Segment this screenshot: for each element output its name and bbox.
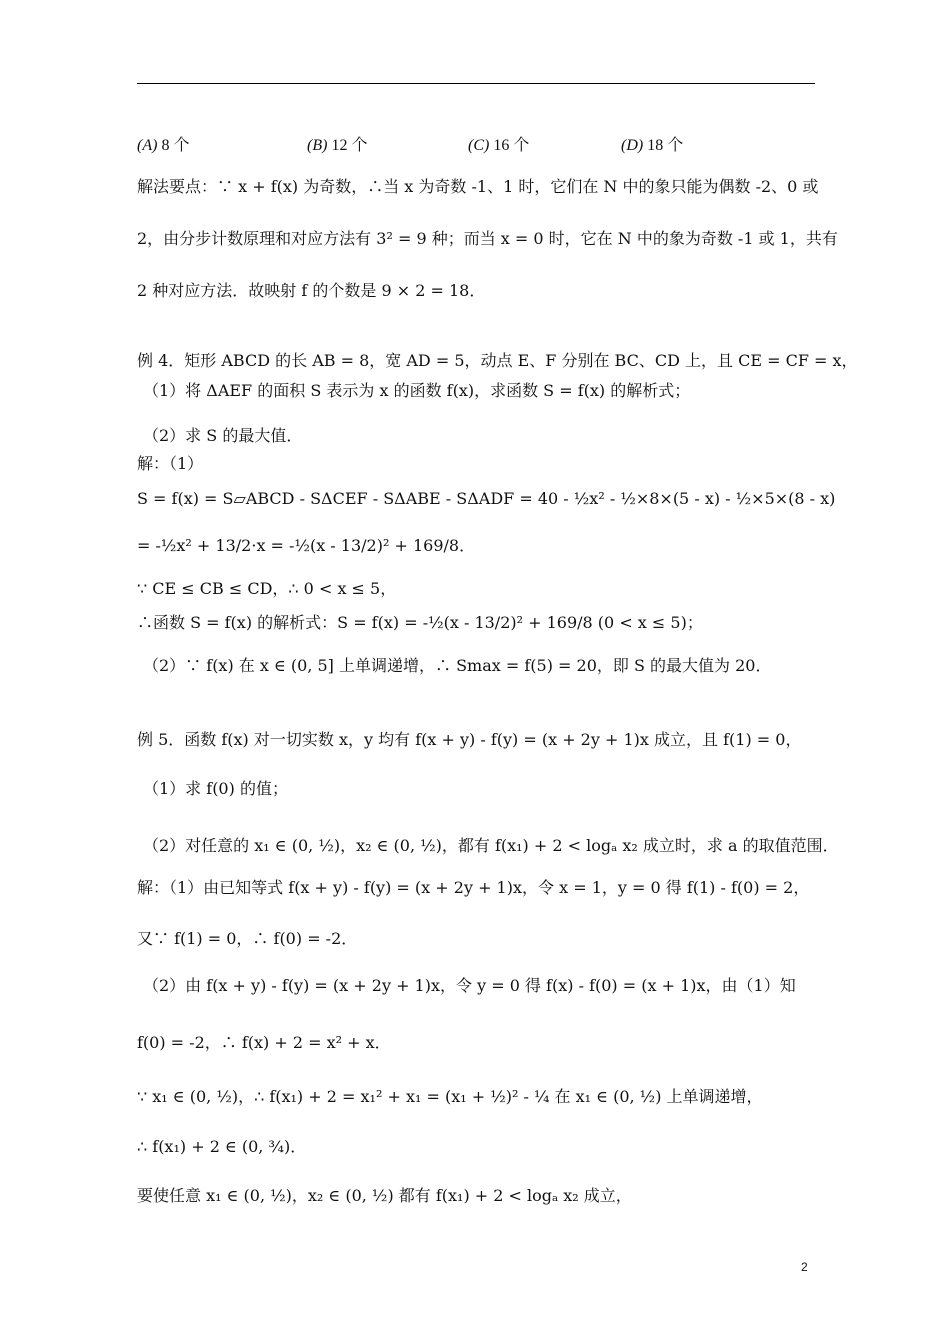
text-line: （2）求 S 的最大值． (143, 426, 303, 445)
text-line: （2）∵ f(x) 在 x ∈ (0, 5] 上单调递增，∴ Smax = f(5) = 20，即 S 的最大值为 20． (143, 656, 772, 675)
option-a: (A) 8 个 (137, 137, 190, 154)
text-line: f(0) = -2，∴ f(x) + 2 = x² + x． (137, 1033, 391, 1052)
text-line: ∵ CE ≤ CB ≤ CD，∴ 0 < x ≤ 5， (137, 579, 397, 598)
header-rule (137, 83, 815, 84)
text-line: 解：（1）由已知等式 f(x + y) - f(y) = (x + 2y + 1)x，令 x = 1，y = 0 得 f(1) - f(0) = 2， (137, 878, 810, 897)
text-line: ∴函数 S = f(x) 的解析式：S = f(x) = -½(x - 13/2)² + 169/8 (0 < x ≤ 5)； (137, 613, 703, 632)
text-line: 2 种对应方法．故映射 f 的个数是 9 × 2 = 18． (137, 281, 486, 300)
option-c: (C) 16 个 (468, 137, 530, 154)
text-line: S = f(x) = S▱ABCD - SΔCEF - SΔABE - SΔADF = 40 - ½x² - ½×8×(5 - x) - ½×5×(8 - x) (137, 489, 836, 508)
text-line: 要使任意 x₁ ∈ (0, ½)，x₂ ∈ (0, ½) 都有 f(x₁) + 2 < logₐ x₂ 成立， (137, 1186, 632, 1205)
text-line: 2，由分步计数原理和对应方法有 3² = 9 种；而当 x = 0 时，它在 N 中的象为奇数 -1 或 1，共有 (137, 229, 838, 248)
text-line: 解法要点：∵ x + f(x) 为奇数，∴当 x 为奇数 -1、1 时，它们在 N 中的象只能为偶数 -2、0 或 (137, 177, 819, 196)
page-number: 2 (801, 1260, 808, 1274)
text-line: ∵ x₁ ∈ (0, ½)，∴ f(x₁) + 2 = x₁² + x₁ = (x₁ + ½)² - ¼ 在 x₁ ∈ (0, ½) 上单调递增， (137, 1087, 763, 1106)
text-line: （1）将 ΔAEF 的面积 S 表示为 x 的函数 f(x)，求函数 S = f(x) 的解析式； (143, 381, 691, 400)
text-line: ∴ f(x₁) + 2 ∈ (0, ¾)． (137, 1137, 307, 1156)
option-d: (D) 18 个 (621, 137, 684, 154)
text-line: （2）由 f(x + y) - f(y) = (x + 2y + 1)x，令 y = 0 得 f(x) - f(0) = (x + 1)x，由（1）知 (143, 976, 796, 995)
text-line: 例 4．矩形 ABCD 的长 AB = 8，宽 AD = 5，动点 E、F 分别在 BC、CD 上，且 CE = CF = x， (137, 351, 858, 370)
text-line: （2）对任意的 x₁ ∈ (0, ½)，x₂ ∈ (0, ½)，都有 f(x₁) + 2 < logₐ x₂ 成立时，求 a 的取值范围． (143, 836, 839, 855)
text-line: 例 5．函数 f(x) 对一切实数 x，y 均有 f(x + y) - f(y) = (x + 2y + 1)x 成立，且 f(1) = 0， (137, 730, 802, 749)
text-line: 解：（1） (137, 454, 204, 473)
option-b: (B) 12 个 (307, 137, 368, 154)
text-line: = -½x² + 13/2·x = -½(x - 13/2)² + 169/8． (137, 536, 476, 555)
text-line: （1）求 f(0) 的值； (143, 779, 288, 798)
text-line: 又∵ f(1) = 0，∴ f(0) = -2． (137, 929, 358, 948)
